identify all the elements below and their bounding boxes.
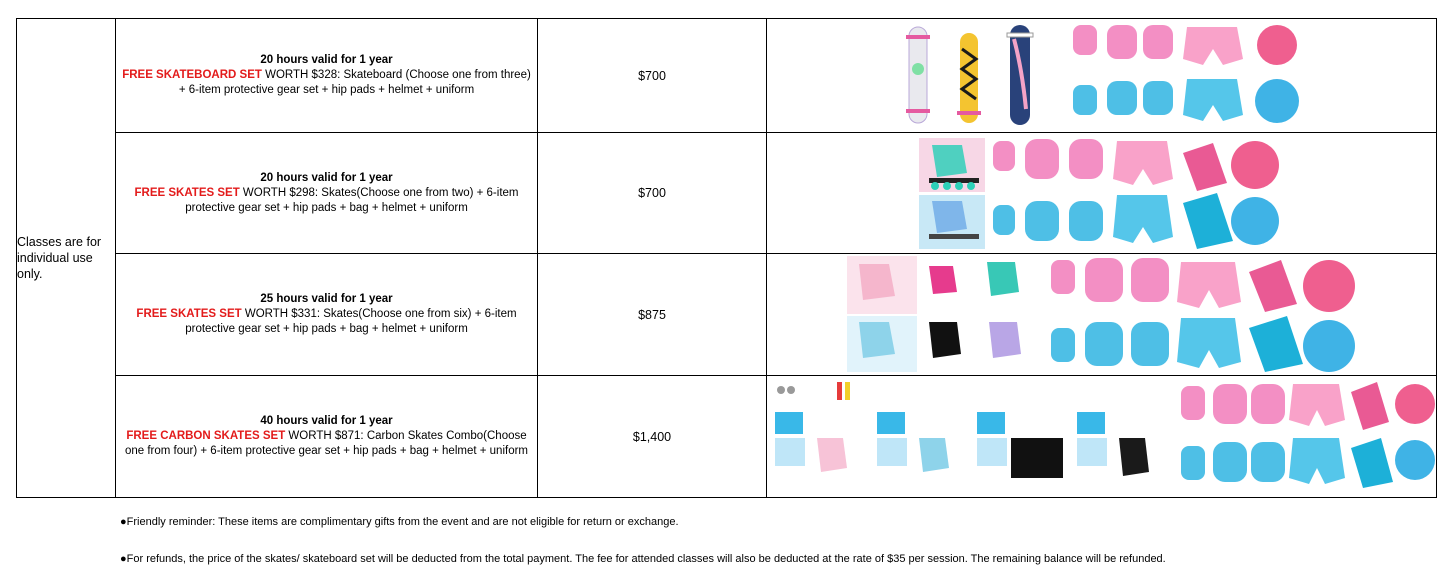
knee-pad-icon xyxy=(1051,258,1169,366)
package-description xyxy=(116,376,538,498)
helmet-icon xyxy=(1231,141,1279,245)
skateboard-icon xyxy=(906,27,930,123)
package-detail: WORTH $871: Carbon Skates Combo(Choose one from four) + 6-item protective gear set + hip pads + bag + helmet + uniform xyxy=(124,430,529,457)
hip-pads-icon xyxy=(1177,262,1241,368)
hip-pads-icon xyxy=(1289,384,1345,484)
price-text: $700 xyxy=(638,186,666,200)
helmet-icon xyxy=(1395,384,1435,480)
usage-note-text: Classes are for individual use only. xyxy=(17,235,102,281)
knee-pad-icon xyxy=(1181,384,1285,482)
price-text: $1,400 xyxy=(632,429,672,444)
price-text: $875 xyxy=(638,307,666,322)
package-title: 40 hours valid for 1 year xyxy=(260,415,393,427)
helmet-icon xyxy=(1255,25,1299,123)
product-images xyxy=(767,19,1437,133)
skateboard-icon xyxy=(1007,25,1033,125)
helmet-icon xyxy=(1303,260,1355,372)
package-detail: WORTH $298: Skates(Choose one from two) + 6-item protective gear set + hip pads + bag + helmet + uniform xyxy=(185,186,519,214)
package-title: 20 hours valid for 1 year xyxy=(260,54,393,66)
package-row-1 xyxy=(17,19,1437,133)
package-price xyxy=(538,133,767,254)
free-gift-label: FREE SKATEBOARD SET xyxy=(122,69,262,81)
product-images xyxy=(767,376,1437,498)
package-price xyxy=(538,254,767,376)
package-row-2 xyxy=(17,133,1437,254)
product-images xyxy=(767,133,1437,254)
hip-pads-icon xyxy=(1113,141,1173,243)
usage-note xyxy=(17,19,116,498)
skate-bag-icon xyxy=(1249,260,1303,372)
inline-skate-icon xyxy=(919,138,985,249)
product-collage-4 xyxy=(767,376,1436,497)
carbon-skate-combo-icon xyxy=(773,382,1173,486)
package-price xyxy=(538,376,767,498)
free-gift-label: FREE SKATES SET xyxy=(136,308,242,320)
package-row-4 xyxy=(17,376,1437,498)
price-text: $700 xyxy=(638,68,666,83)
product-collage-3 xyxy=(767,254,1436,375)
skateboard-icon xyxy=(957,33,981,123)
footnote-refund: ●For refunds, the price of the skates/ skateboard set will be deducted from the total payment. The fee for attended classes will also be deducted at the rate of $35 per session. The remaining balance will be refunded. xyxy=(120,553,1166,565)
package-detail: WORTH $331: Skates(Choose one from six) + 6-item protective gear set + hip pads + bag + helmet + uniform xyxy=(185,308,517,335)
product-collage-1 xyxy=(767,19,1436,132)
package-row-3 xyxy=(17,254,1437,376)
footnote-reminder: ●Friendly reminder: These items are complimentary gifts from the event and are not eligible for return or exchange. xyxy=(120,516,679,528)
package-price xyxy=(538,19,767,133)
hip-pads-icon xyxy=(1183,27,1243,121)
skate-bag-icon xyxy=(1183,143,1233,249)
package-description xyxy=(116,133,538,254)
package-table xyxy=(16,18,1437,498)
package-description xyxy=(116,254,538,376)
skate-bag-icon xyxy=(1351,382,1393,488)
product-images xyxy=(767,254,1437,376)
inline-skate-icon xyxy=(847,256,1037,372)
product-collage-2 xyxy=(767,133,1436,253)
package-description xyxy=(116,19,538,133)
package-title: 25 hours valid for 1 year xyxy=(260,293,393,305)
knee-pad-icon xyxy=(1073,25,1173,115)
free-gift-label: FREE CARBON SKATES SET xyxy=(126,430,286,442)
package-detail: WORTH $328: Skateboard (Choose one from three) + 6-item protective gear set + hip pads + helmet + uniform xyxy=(178,69,531,96)
knee-pad-icon xyxy=(993,139,1103,241)
free-gift-label: FREE SKATES SET xyxy=(134,186,240,199)
package-title: 20 hours valid for 1 year xyxy=(260,171,393,184)
